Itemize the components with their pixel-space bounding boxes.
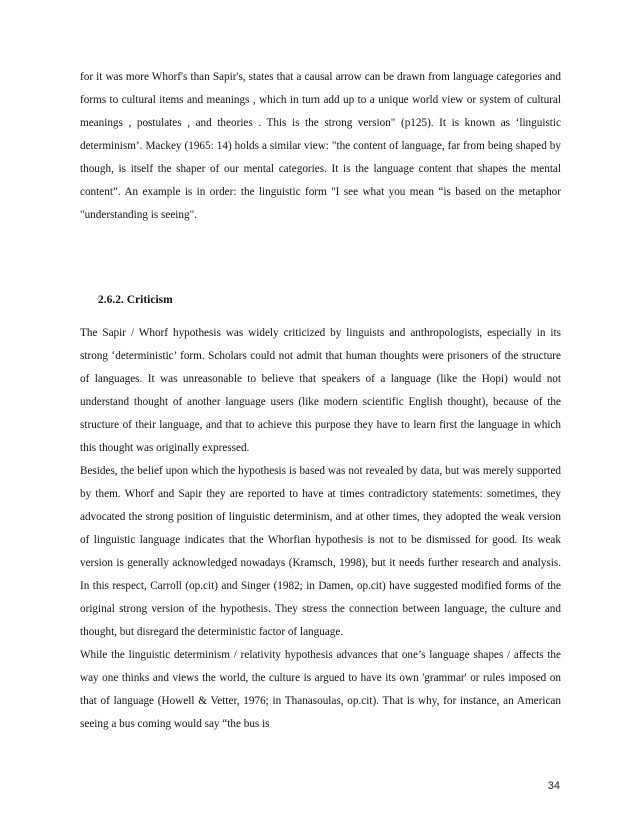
body-text-block [80, 322, 561, 736]
paragraph-while: While the linguistic determinism / relativity hypothesis advances that one’s language shapes / affects the way one thinks and views the world, the culture is argued to have its own 'grammar' or rules imposed on that of language (Howell & Vetter, 1976; in Thanasoulas, op.cit). That is why, for instance, an American seeing a bus coming would say “the bus is [80, 649, 561, 730]
continuation-paragraph-block [80, 66, 561, 227]
section-heading: 2.6.2. Criticism [98, 294, 173, 306]
paragraph-criticism-intro: The Sapir / Whorf hypothesis was widely criticized by linguists and anthropologists, especially in its strong ‘deterministic’ form. Scholars could not admit that human thoughts were prisoners of the structure of languages. It was unreasonable to believe that speakers of a language (like the Hopi) would not understand thought of another language users (like modern scientific English thought), because of the structure of their language, and that to achieve this purpose they have to learn first the language in which this thought was originally expressed. [80, 327, 561, 454]
continuation-paragraph: for it was more Whorf's than Sapir's, states that a causal arrow can be drawn from language categories and forms to cultural items and meanings , which in turn add up to a unique world view or system of cultural meanings , postulates , and theories . This is the strong version" (p125). It is known as ‘linguistic determinism’. Mackey (1965: 14) holds a similar view: "the content of language, far from being shaped by though, is itself the shaper of our mental categories. It is the language content that shapes the mental content”. An example is in order: the linguistic form "I see what you mean “is based on the metaphor "understanding is seeing". [80, 71, 561, 221]
paragraph-besides: Besides, the belief upon which the hypothesis is based was not revealed by data, but was merely supported by them. Whorf and Sapir they are reported to have at times contradictory statements: sometimes, they advocated the strong position of linguistic determinism, and at other times, they adopted the weak version of linguistic language indicates that the Whorfian hypothesis is not to be dismissed for good. Its weak version is generally acknowledged nowadays (Kramsch, 1998), but it needs further research and analysis. In this respect, Carroll (op.cit) and Singer (1982; in Damen, op.cit) have suggested modified forms of the original strong version of the hypothesis. They stress the connection between language, the culture and thought, but disregard the deterministic factor of language. [80, 465, 561, 638]
page-number: 34 [547, 780, 560, 792]
